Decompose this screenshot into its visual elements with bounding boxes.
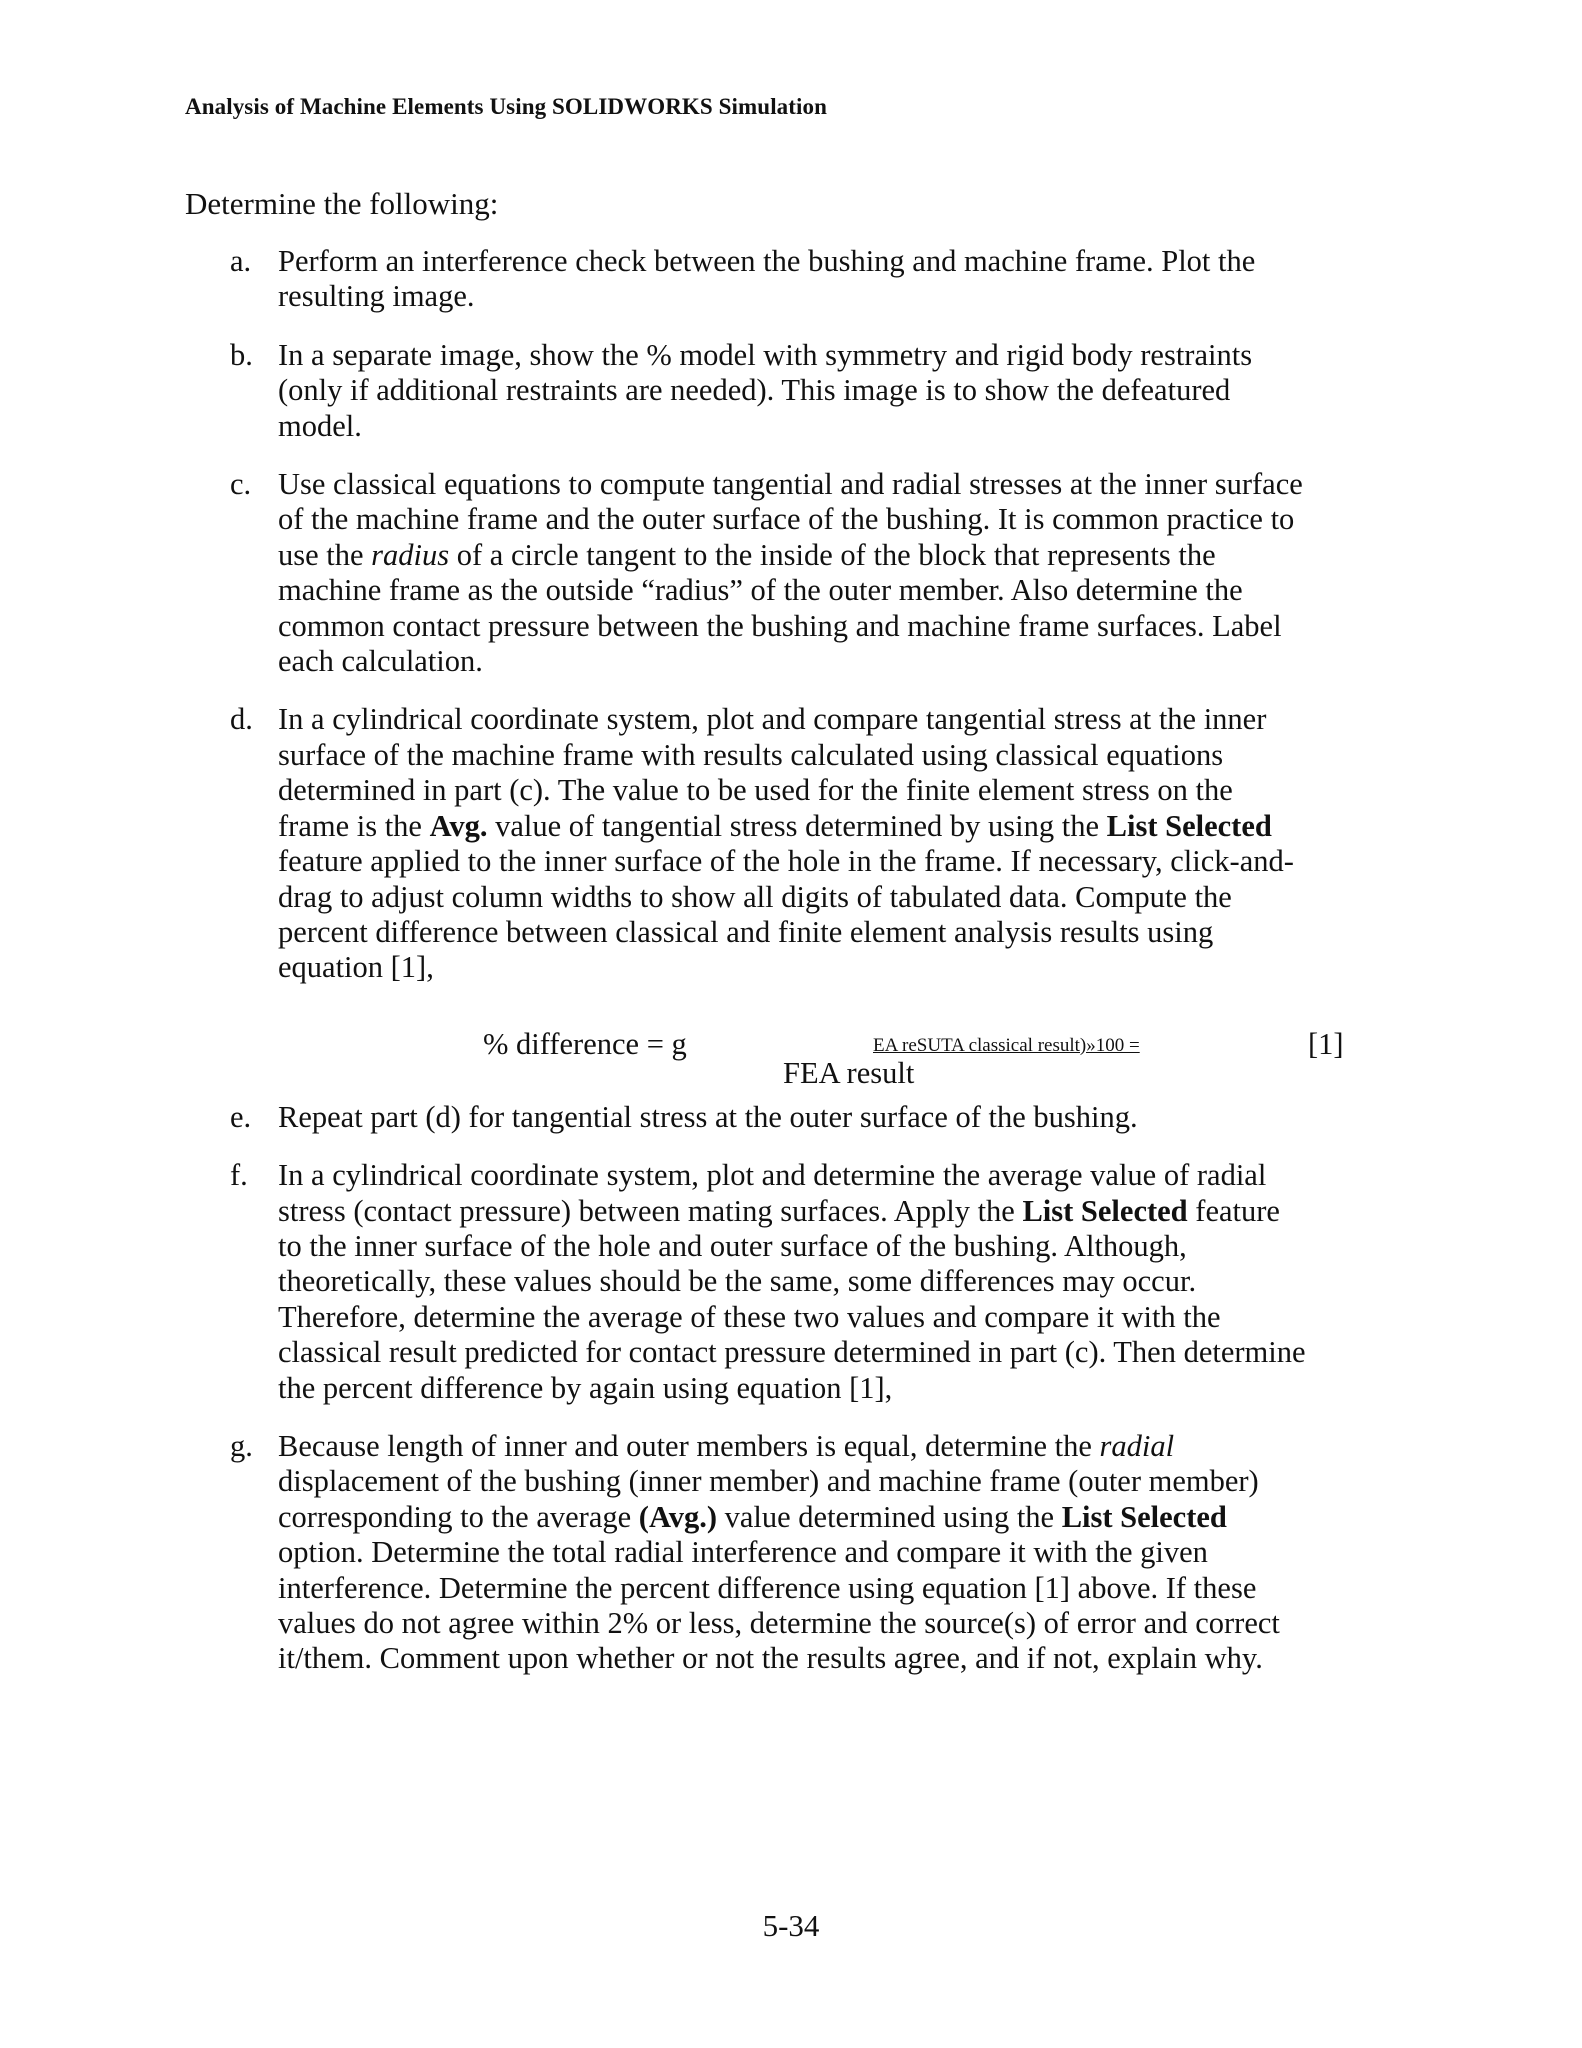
item-text bbox=[278, 467, 1310, 679]
equation-denominator: FEA result bbox=[783, 1055, 915, 1090]
page-number: 5-34 bbox=[762, 1908, 820, 1943]
intro-text: Determine the following: bbox=[185, 186, 499, 221]
item-letter: e. bbox=[230, 1099, 252, 1134]
item-text: Repeat part (d) for tangential stress at the outer surface of the bushing. bbox=[278, 1099, 1138, 1134]
text-run: feature applied to the inner surface of the hole in the frame. If necessary, click-and-drag to adjust column widths to show all digits of tabulated data. Compute the percent difference between classical and finite element analysis results using equation [1], bbox=[278, 844, 1294, 985]
running-header: Analysis of Machine Elements Using SOLIDWORKS Simulation bbox=[185, 94, 828, 119]
text-run: In a cylindrical coordinate system, plot and determine the average value of radial stress (contact pressure) between mating surfaces. Apply the bbox=[278, 1158, 1267, 1228]
task-item-g bbox=[220, 1429, 1310, 1677]
item-letter: a. bbox=[230, 244, 252, 278]
italic-run: radius bbox=[371, 537, 450, 572]
item-letter: f. bbox=[230, 1158, 248, 1193]
text-run: of a circle tangent to the inside of the block that represents the machine frame as the outside “radius” of the outer member. Also determine the common contact pressure between the bushing and machine frame surfaces. Label each calculation. bbox=[278, 537, 1282, 679]
equation-number: [1] bbox=[1308, 1026, 1344, 1061]
item-text: Perform an interference check between the bushing and machine frame. Plot the resulting image. bbox=[278, 244, 1256, 314]
equation-numerator: EA reSUTA classical result)»100 = bbox=[873, 1034, 1140, 1056]
item-letter: d. bbox=[230, 702, 253, 737]
task-item-c bbox=[220, 467, 1310, 679]
text-run: In a cylindrical coordinate system, plot and compare tangential stress at the inner surface of the machine frame with results calculated using classical equations determined in part (c). The value to be used for the finite element stress on the frame is the bbox=[278, 702, 1267, 843]
bold-run: List Selected bbox=[1061, 1499, 1227, 1534]
bold-run: List Selected bbox=[1022, 1193, 1188, 1228]
item-text bbox=[278, 702, 1310, 985]
task-list bbox=[220, 244, 1344, 1700]
percent-difference-equation bbox=[278, 986, 1344, 1100]
task-item-f bbox=[220, 1158, 1310, 1406]
bold-run: List Selected bbox=[1106, 808, 1272, 843]
item-letter: c. bbox=[230, 467, 252, 502]
task-item-e bbox=[220, 1100, 1310, 1135]
text-run: option. Determine the total radial interference and compare it with the given interference. Determine the percent difference using equation [1] above. If these values do not agree within 2% or less, determine the source(s) of error and correct it/them. Comment upon whether or not the results agree, and if not, explain why. bbox=[278, 1535, 1280, 1676]
item-text bbox=[278, 1429, 1310, 1677]
text-run: value of tangential stress determined by using the bbox=[487, 808, 1107, 843]
item-letter: b. bbox=[230, 337, 253, 372]
equation-lhs: % difference = g bbox=[483, 1026, 687, 1061]
bold-run: Avg. bbox=[429, 808, 488, 843]
task-item-d bbox=[220, 702, 1344, 1099]
item-letter: g. bbox=[230, 1428, 253, 1463]
text-run: value determined using the bbox=[716, 1499, 1062, 1534]
bold-run: (Avg.) bbox=[638, 1499, 717, 1534]
text-run: feature to the inner surface of the hole and outer surface of the bushing. Although, theoretically, these values should be the same, some differences may occur. Therefore, determine the average of these two values and compare it with the classical result predicted for contact pressure determined in part (c). Then determine the percent difference by again using equation [1], bbox=[278, 1193, 1306, 1405]
text-run: displacement of the bushing (inner member) and machine frame (outer member) corresponding to the average bbox=[278, 1464, 1259, 1534]
task-item-b bbox=[220, 338, 1310, 444]
item-text: In a separate image, show the % model with symmetry and rigid body restraints (only if additional restraints are needed). This image is to show the defeatured model. bbox=[278, 337, 1253, 443]
text-run: Use classical equations to compute tangential and radial stresses at the inner surface of the machine frame and the outer surface of the bushing. It is common practice to use the bbox=[278, 467, 1303, 572]
task-item-a bbox=[220, 244, 1310, 315]
item-text bbox=[278, 1158, 1310, 1406]
text-run: Because length of inner and outer members is equal, determine the bbox=[278, 1428, 1100, 1463]
italic-run: radial bbox=[1099, 1428, 1175, 1463]
